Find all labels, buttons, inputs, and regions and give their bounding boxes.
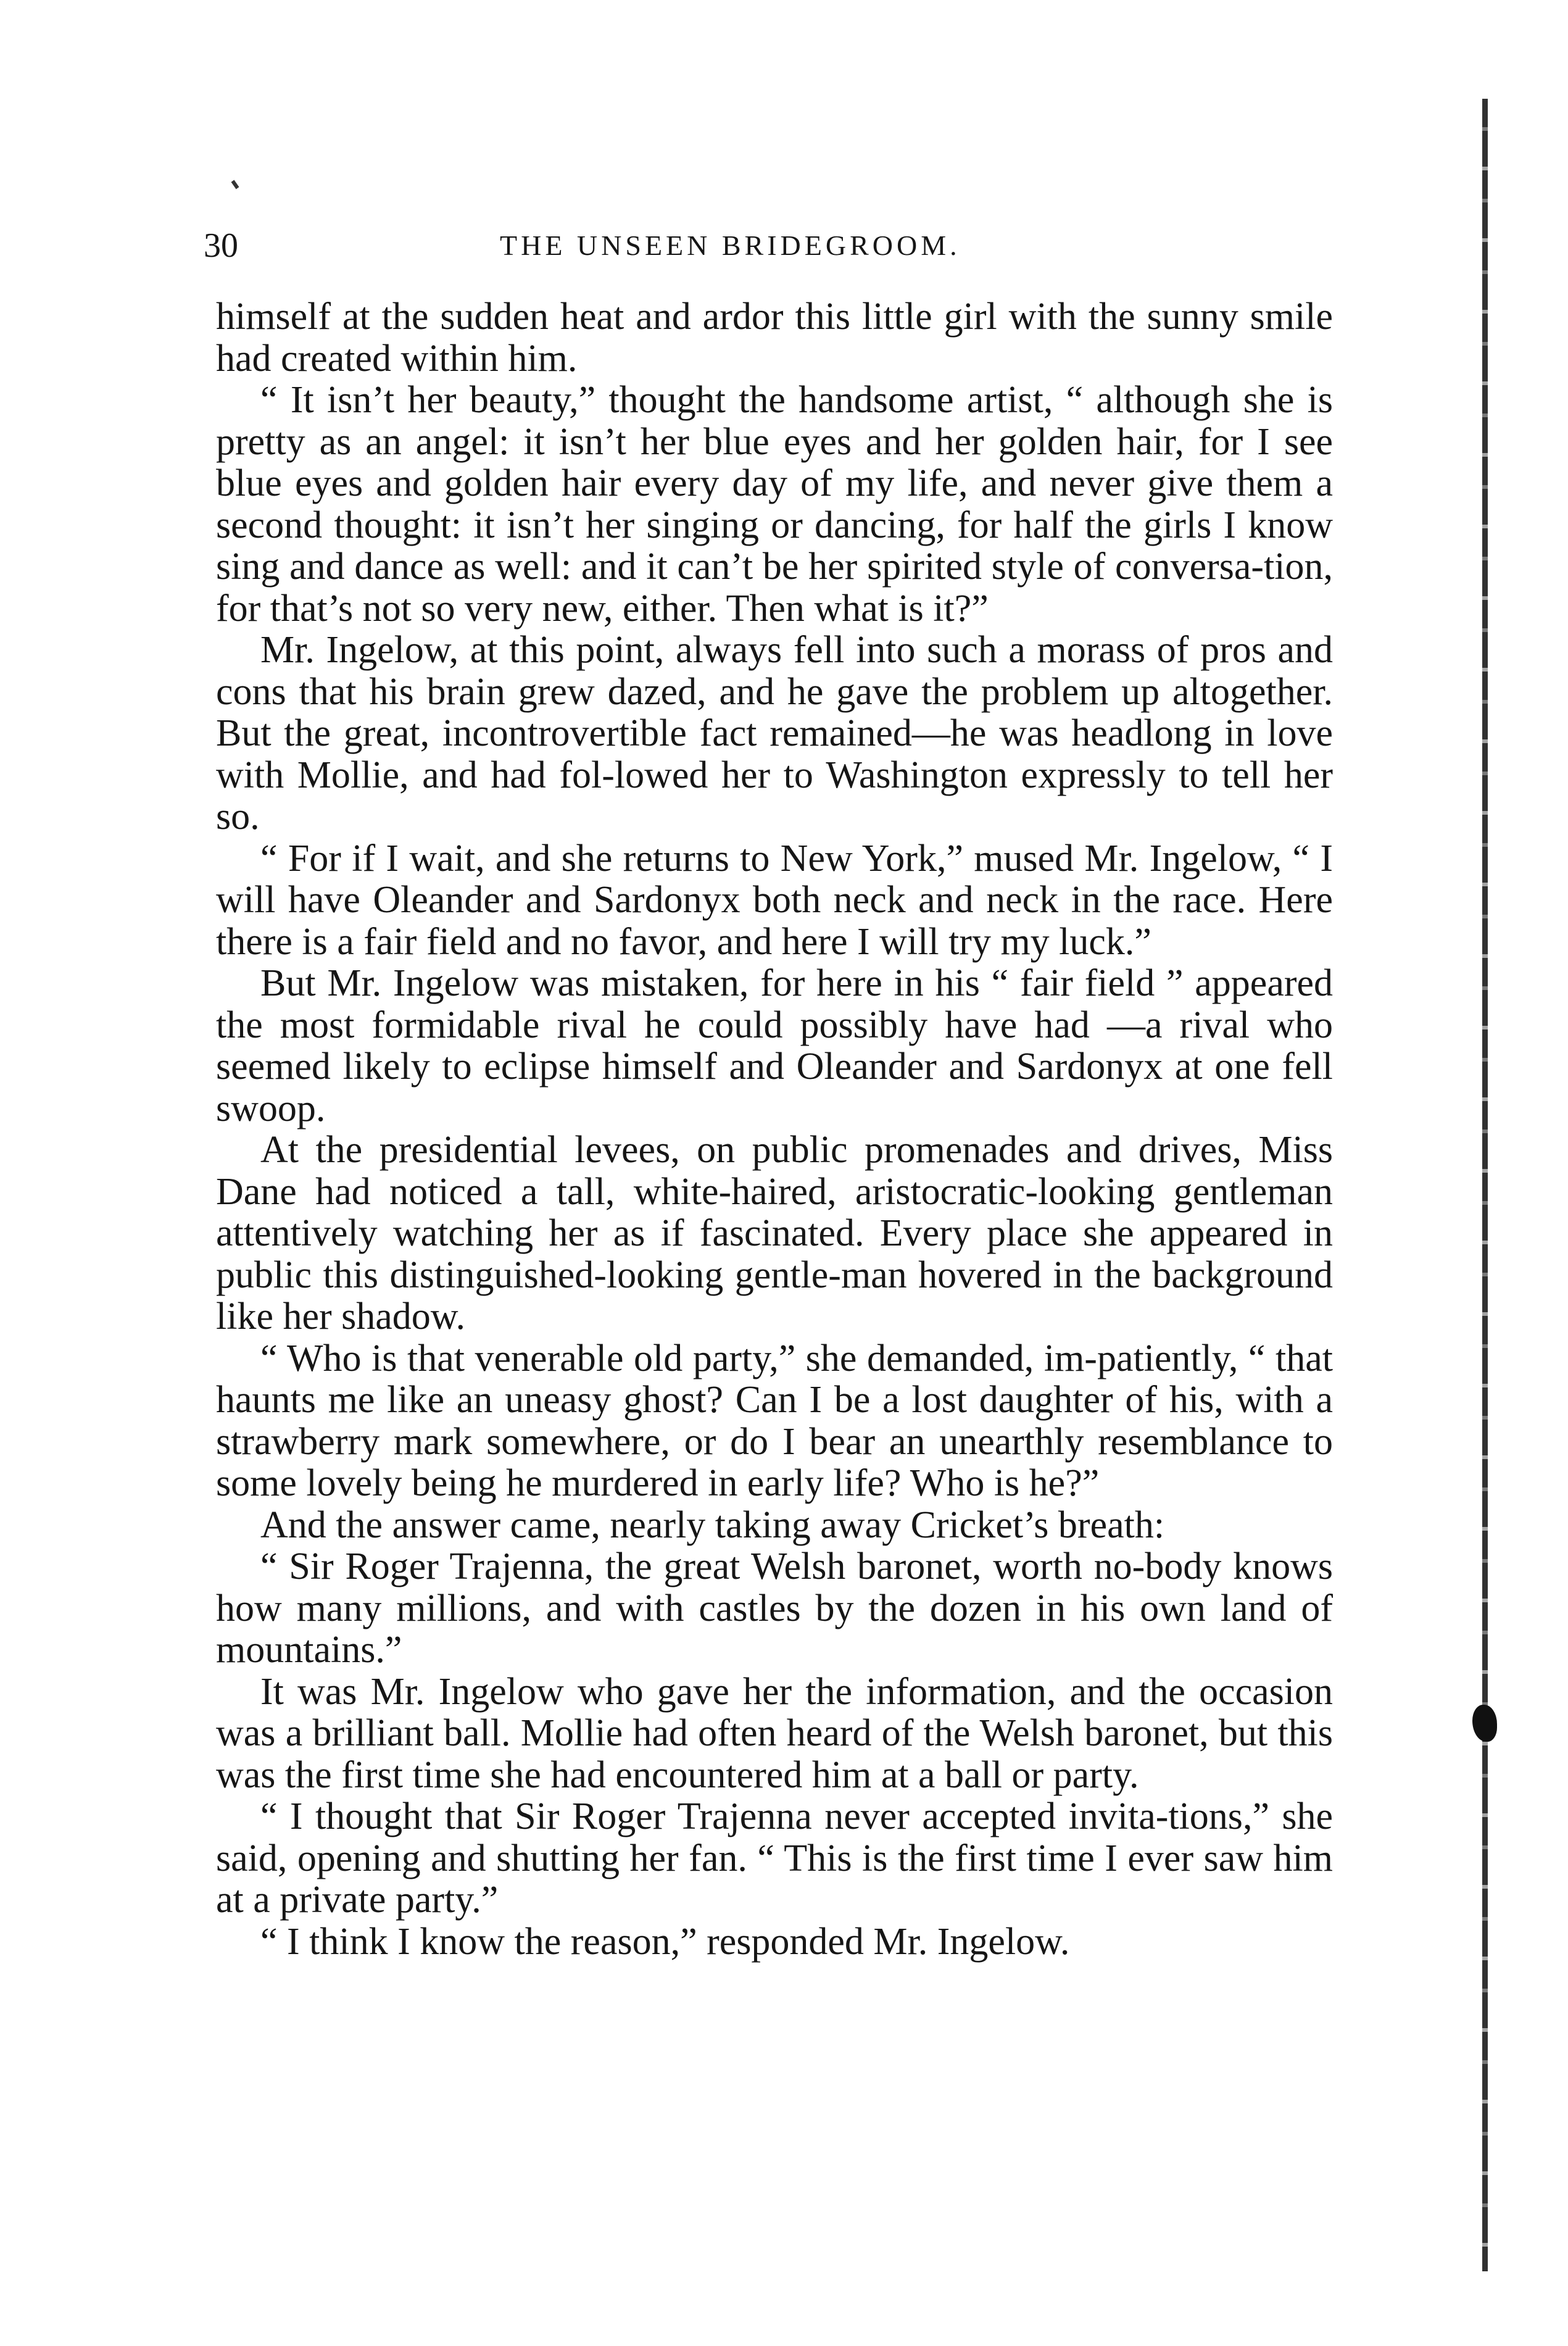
running-title: THE UNSEEN BRIDEGROOM. <box>500 230 961 261</box>
ink-speck <box>231 180 239 189</box>
paragraph: “ Who is that venerable old party,” she demanded, im-patiently, “ that haunts me like an uneasy ghost? Can I be a lost daughter of his, with a strawberry mark somewhere, or do I bear an unearthly resemblance to some lovely being he murdered in early life? Who is he?” <box>216 1337 1333 1504</box>
body-text <box>216 296 1333 1963</box>
paragraph: “ It isn’t her beauty,” thought the handsome artist, “ although she is pretty as an angel: it isn’t her blue eyes and her golden hair, for I see blue eyes and golden hair every day of my life, and never give them a second thought: it isn’t her singing or dancing, for half the girls I know sing and dance as well: and it can’t be her spirited style of conversa-tion, for that’s not so very new, either. Then what is it?” <box>216 379 1333 630</box>
paragraph: And the answer came, nearly taking away Cricket’s breath: <box>260 1504 1165 1546</box>
paragraph: It was Mr. Ingelow who gave her the information, and the occasion was a brilliant ball. Mollie had often heard of the Welsh baronet, but this was the first time she had encountered him at a ball or party. <box>216 1670 1333 1796</box>
page-number: 30 <box>204 227 238 265</box>
paragraph: But Mr. Ingelow was mistaken, for here in his “ fair field ” appeared the most formidable rival he could possibly have had —a rival who seemed likely to eclipse himself and Oleander and Sardonyx at one fell swoop. <box>216 962 1333 1129</box>
paragraph: “ I thought that Sir Roger Trajenna never accepted invita-tions,” she said, opening and shutting her fan. “ This is the first time I ever saw him at a private party.” <box>216 1795 1333 1921</box>
paragraph: At the presidential levees, on public promenades and drives, Miss Dane had noticed a tall, white-haired, aristocratic-looking gentleman attentively watching her as if fascinated. Every place she appeared in public this distinguished-looking gentle-man hovered in the background like her shadow. <box>216 1129 1333 1337</box>
paragraph: “ For if I wait, and she returns to New York,” mused Mr. Ingelow, “ I will have Oleander and Sardonyx both neck and neck in the race. Here there is a fair field and no favor, and here I will try my luck.” <box>216 837 1333 963</box>
binding-edge-shadow <box>1482 99 1488 2271</box>
paragraph: himself at the sudden heat and ardor this little girl with the sunny smile had created within him. <box>216 296 1333 380</box>
paragraph: Mr. Ingelow, at this point, always fell into such a morass of pros and cons that his brain grew dazed, and he gave the problem up altogether. But the great, incontrovertible fact remained—he was headlong in love with Mollie, and had fol-lowed her to Washington expressly to tell her so. <box>216 629 1333 838</box>
paragraph: “ Sir Roger Trajenna, the great Welsh baronet, worth no-body knows how many millions, and with castles by the dozen in his own land of mountains.” <box>216 1545 1333 1671</box>
ink-blot <box>1472 1705 1497 1742</box>
running-head <box>204 221 1333 270</box>
paragraph: “ I think I know the reason,” responded Mr. Ingelow. <box>260 1920 1070 1963</box>
